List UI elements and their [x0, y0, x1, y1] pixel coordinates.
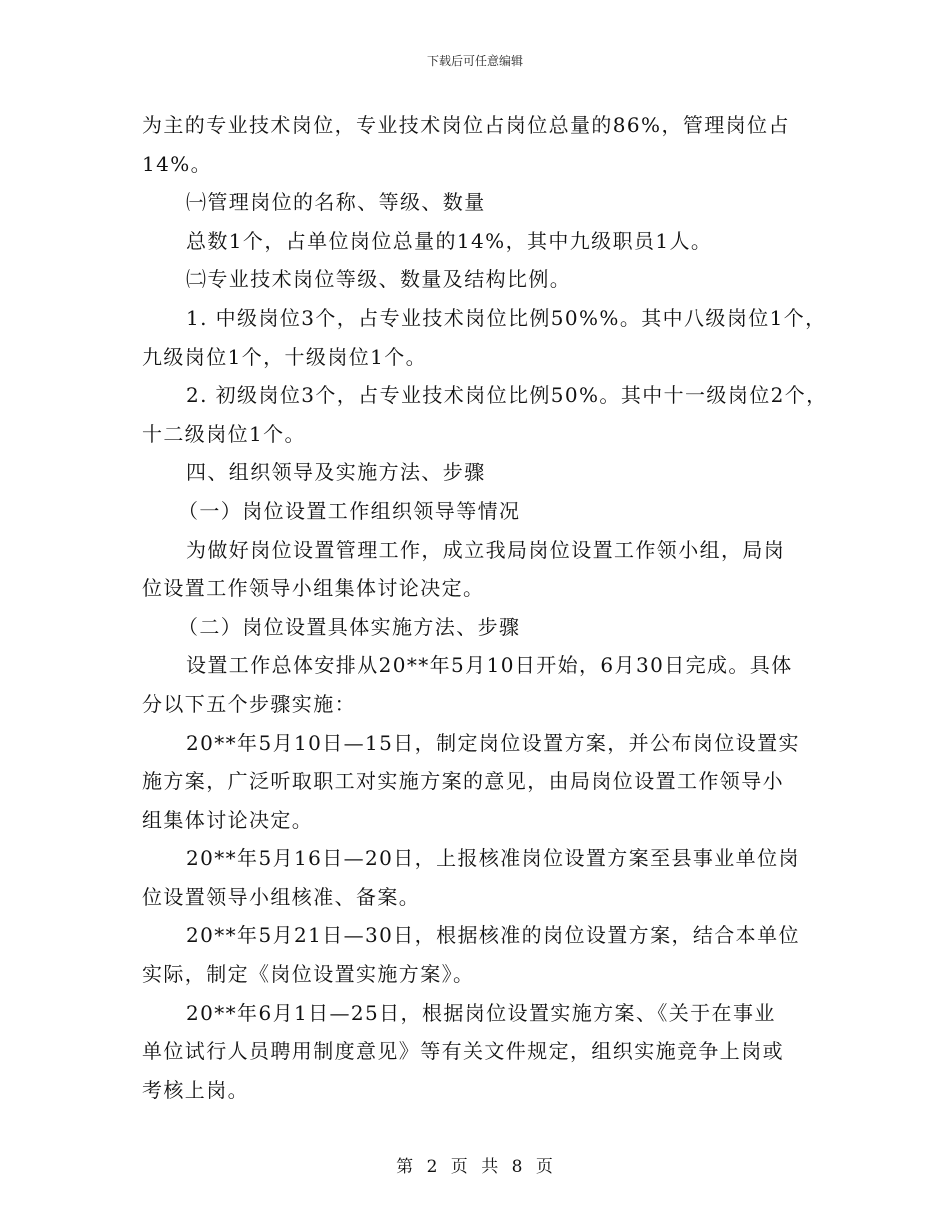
header-note: 下载后可任意编辑 — [426, 54, 523, 68]
subsection-heading: （二）岗位设置具体实施方法、步骤 — [178, 614, 521, 639]
text-line: 实际，制定《岗位设置实施方案》。 — [142, 962, 475, 987]
text-line: 20**年5月10日—15日，制定岗位设置方案，并公布岗位设置实 — [186, 730, 800, 755]
body-text — [142, 106, 832, 1109]
text-line: 考核上岗。 — [142, 1077, 249, 1102]
text-line: 位设置工作领导小组集体讨论决定。 — [142, 576, 485, 601]
section-heading: ㈡专业技术岗位等级、数量及结构比例。 — [186, 267, 572, 292]
text-line: 20**年5月16日—20日，上报核准岗位设置方案至县事业单位岗 — [186, 846, 800, 871]
text-line: 总数1个，占单位岗位总量的14%，其中九级职员1人。 — [186, 228, 713, 253]
text-line: 施方案，广泛听取职工对实施方案的意见，由局岗位设置工作领导小 — [142, 769, 784, 794]
text-line: 14%。 — [142, 151, 213, 176]
text-line: 九级岗位1个，十级岗位1个。 — [142, 344, 428, 369]
text-line: 位设置领导小组核准、备案。 — [142, 884, 421, 909]
page-number: 第 2 页 共 8 页 — [396, 1157, 554, 1177]
text-line: 2. 初级岗位3个，占专业技术岗位比例50%。其中十一级岗位2个， — [186, 383, 828, 408]
text-line: 组集体讨论决定。 — [142, 807, 314, 832]
text-line: 20**年6月1日—25日，根据岗位设置实施方案、《关于在事业 — [186, 1000, 776, 1025]
text-line: 单位试行人员聘用制度意见》等有关文件规定，组织实施竞争上岗或 — [142, 1039, 784, 1064]
section-heading: ㈠管理岗位的名称、等级、数量 — [186, 190, 486, 215]
text-line: 分以下五个步骤实施： — [142, 691, 356, 716]
section-heading: 四、组织领导及实施方法、步骤 — [186, 460, 486, 485]
text-line: 20**年5月21日—30日，根据核准的岗位设置方案，结合本单位 — [186, 923, 800, 948]
text-line: 1. 中级岗位3个，占专业技术岗位比例50%%。其中八级岗位1个， — [186, 305, 827, 330]
text-line: 十二级岗位1个。 — [142, 421, 306, 446]
text-line: 为做好岗位设置管理工作，成立我局岗位设置工作领小组，局岗 — [186, 537, 786, 562]
text-line: 设置工作总体安排从20**年5月10日开始，6月30日完成。具体 — [186, 653, 793, 678]
text-line: 为主的专业技术岗位，专业技术岗位占岗位总量的86%，管理岗位占 — [142, 113, 790, 137]
subsection-heading: （一）岗位设置工作组织领导等情况 — [178, 498, 521, 523]
